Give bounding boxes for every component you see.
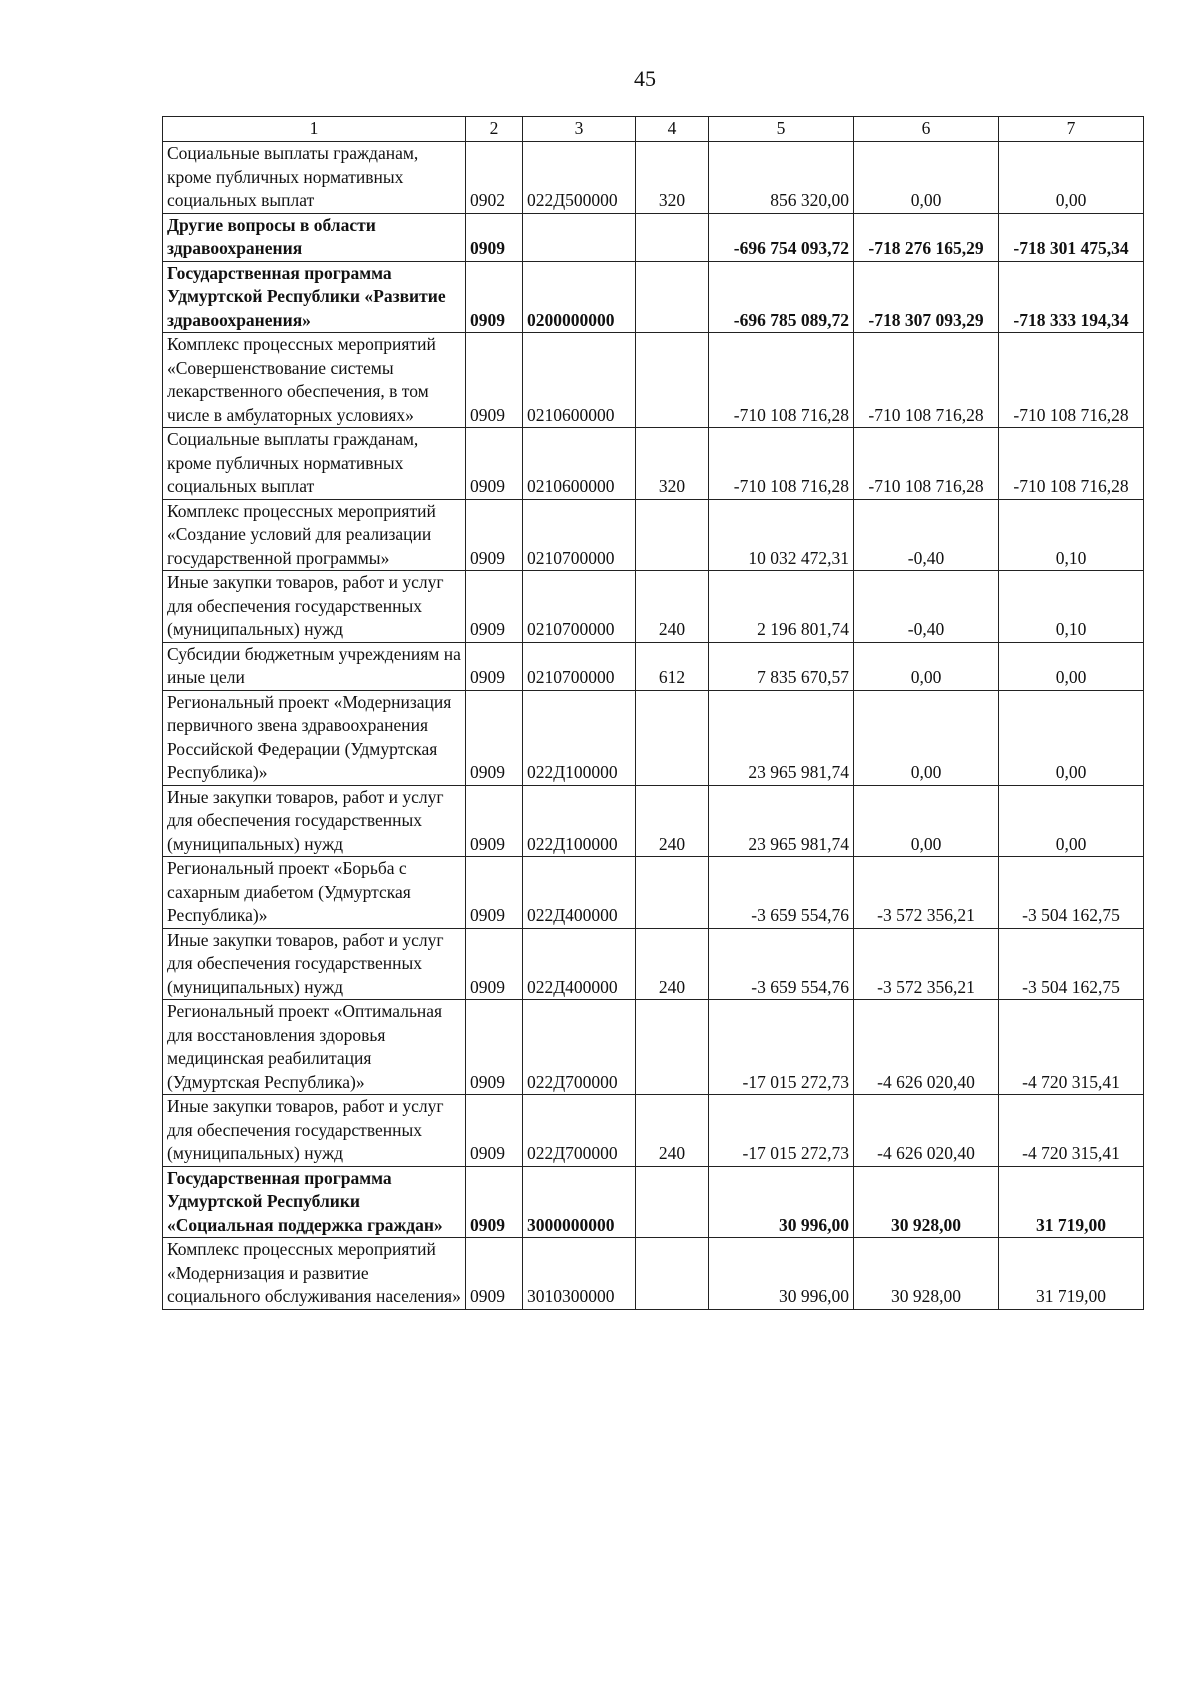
section-code-cell: 0909 bbox=[466, 1095, 523, 1167]
amount-col6-cell: -710 108 716,28 bbox=[854, 428, 999, 500]
amount-col6-cell: -718 307 093,29 bbox=[854, 261, 999, 333]
target-article-cell: 022Д400000 bbox=[523, 928, 636, 1000]
expense-type-cell bbox=[636, 333, 709, 428]
header-row bbox=[163, 117, 1144, 142]
amount-col5-cell: 10 032 472,31 bbox=[709, 499, 854, 571]
table-row bbox=[163, 428, 1144, 500]
amount-col6-cell: -4 626 020,40 bbox=[854, 1095, 999, 1167]
row-name-cell: Государственная программа Удмуртской Республики «Развитие здравоохранения» bbox=[163, 261, 466, 333]
target-article-cell: 022Д700000 bbox=[523, 1000, 636, 1095]
budget-table bbox=[162, 116, 1144, 1310]
header-cell-4: 4 bbox=[636, 117, 709, 142]
header-cell-1: 1 bbox=[163, 117, 466, 142]
header-cell-7: 7 bbox=[999, 117, 1144, 142]
amount-col6-cell: 0,00 bbox=[854, 690, 999, 785]
section-code-cell: 0909 bbox=[466, 333, 523, 428]
expense-type-cell bbox=[636, 690, 709, 785]
header-cell-2: 2 bbox=[466, 117, 523, 142]
amount-col7-cell: -4 720 315,41 bbox=[999, 1000, 1144, 1095]
target-article-cell: 0210600000 bbox=[523, 428, 636, 500]
amount-col7-cell: -710 108 716,28 bbox=[999, 333, 1144, 428]
amount-col6-cell: -710 108 716,28 bbox=[854, 333, 999, 428]
amount-col5-cell: 7 835 670,57 bbox=[709, 642, 854, 690]
row-name-cell: Комплекс процессных мероприятий «Совершенствование системы лекарственного обеспечения, в том числе в амбулаторных условиях» bbox=[163, 333, 466, 428]
amount-col5-cell: -696 754 093,72 bbox=[709, 213, 854, 261]
row-name-cell: Субсидии бюджетным учреждениям на иные цели bbox=[163, 642, 466, 690]
target-article-cell: 0210700000 bbox=[523, 642, 636, 690]
section-code-cell: 0909 bbox=[466, 642, 523, 690]
header-cell-6: 6 bbox=[854, 117, 999, 142]
table-row bbox=[163, 857, 1144, 929]
target-article-cell: 0210600000 bbox=[523, 333, 636, 428]
section-code-cell: 0909 bbox=[466, 571, 523, 643]
amount-col5-cell: 30 996,00 bbox=[709, 1166, 854, 1238]
table-row bbox=[163, 142, 1144, 214]
amount-col7-cell: 0,00 bbox=[999, 785, 1144, 857]
row-name-cell: Комплекс процессных мероприятий «Модернизация и развитие социального обслуживания населения» bbox=[163, 1238, 466, 1310]
amount-col5-cell: 856 320,00 bbox=[709, 142, 854, 214]
expense-type-cell bbox=[636, 261, 709, 333]
amount-col7-cell: 0,00 bbox=[999, 142, 1144, 214]
section-code-cell: 0909 bbox=[466, 1166, 523, 1238]
table-row bbox=[163, 571, 1144, 643]
amount-col7-cell: 0,00 bbox=[999, 690, 1144, 785]
target-article-cell: 022Д400000 bbox=[523, 857, 636, 929]
amount-col7-cell: -3 504 162,75 bbox=[999, 857, 1144, 929]
amount-col5-cell: -3 659 554,76 bbox=[709, 857, 854, 929]
table-row bbox=[163, 213, 1144, 261]
row-name-cell: Комплекс процессных мероприятий «Создание условий для реализации государственной программы» bbox=[163, 499, 466, 571]
amount-col5-cell: 2 196 801,74 bbox=[709, 571, 854, 643]
expense-type-cell: 320 bbox=[636, 142, 709, 214]
section-code-cell: 0909 bbox=[466, 785, 523, 857]
amount-col7-cell: -718 301 475,34 bbox=[999, 213, 1144, 261]
row-name-cell: Социальные выплаты гражданам, кроме публичных нормативных социальных выплат bbox=[163, 428, 466, 500]
expense-type-cell: 612 bbox=[636, 642, 709, 690]
target-article-cell bbox=[523, 213, 636, 261]
amount-col6-cell: -718 276 165,29 bbox=[854, 213, 999, 261]
table-row bbox=[163, 333, 1144, 428]
expense-type-cell: 240 bbox=[636, 785, 709, 857]
amount-col5-cell: -710 108 716,28 bbox=[709, 333, 854, 428]
amount-col7-cell: 0,00 bbox=[999, 642, 1144, 690]
expense-type-cell bbox=[636, 857, 709, 929]
table-row bbox=[163, 1000, 1144, 1095]
row-name-cell: Региональный проект «Модернизация первичного звена здравоохранения Российской Федерации (Удмуртская Республика)» bbox=[163, 690, 466, 785]
table-row bbox=[163, 261, 1144, 333]
expense-type-cell bbox=[636, 213, 709, 261]
section-code-cell: 0909 bbox=[466, 499, 523, 571]
section-code-cell: 0902 bbox=[466, 142, 523, 214]
target-article-cell: 022Д100000 bbox=[523, 690, 636, 785]
amount-col6-cell: 0,00 bbox=[854, 642, 999, 690]
target-article-cell: 0210700000 bbox=[523, 499, 636, 571]
amount-col6-cell: -3 572 356,21 bbox=[854, 928, 999, 1000]
section-code-cell: 0909 bbox=[466, 261, 523, 333]
amount-col6-cell: -4 626 020,40 bbox=[854, 1000, 999, 1095]
target-article-cell: 0200000000 bbox=[523, 261, 636, 333]
target-article-cell: 022Д700000 bbox=[523, 1095, 636, 1167]
section-code-cell: 0909 bbox=[466, 928, 523, 1000]
header-cell-5: 5 bbox=[709, 117, 854, 142]
target-article-cell: 022Д500000 bbox=[523, 142, 636, 214]
target-article-cell: 3000000000 bbox=[523, 1166, 636, 1238]
row-name-cell: Иные закупки товаров, работ и услуг для обеспечения государственных (муниципальных) нужд bbox=[163, 785, 466, 857]
expense-type-cell: 240 bbox=[636, 571, 709, 643]
table-row bbox=[163, 1166, 1144, 1238]
amount-col6-cell: -0,40 bbox=[854, 571, 999, 643]
amount-col6-cell: 30 928,00 bbox=[854, 1238, 999, 1310]
amount-col7-cell: 31 719,00 bbox=[999, 1166, 1144, 1238]
amount-col5-cell: -17 015 272,73 bbox=[709, 1095, 854, 1167]
row-name-cell: Иные закупки товаров, работ и услуг для обеспечения государственных (муниципальных) нужд bbox=[163, 1095, 466, 1167]
table-row bbox=[163, 1238, 1144, 1310]
amount-col7-cell: 31 719,00 bbox=[999, 1238, 1144, 1310]
expense-type-cell: 240 bbox=[636, 1095, 709, 1167]
amount-col5-cell: -3 659 554,76 bbox=[709, 928, 854, 1000]
section-code-cell: 0909 bbox=[466, 1238, 523, 1310]
amount-col6-cell: -0,40 bbox=[854, 499, 999, 571]
amount-col5-cell: -710 108 716,28 bbox=[709, 428, 854, 500]
section-code-cell: 0909 bbox=[466, 857, 523, 929]
section-code-cell: 0909 bbox=[466, 213, 523, 261]
expense-type-cell bbox=[636, 1166, 709, 1238]
expense-type-cell bbox=[636, 499, 709, 571]
table-row bbox=[163, 499, 1144, 571]
table-row bbox=[163, 642, 1144, 690]
table-row bbox=[163, 785, 1144, 857]
row-name-cell: Государственная программа Удмуртской Республики «Социальная поддержка граждан» bbox=[163, 1166, 466, 1238]
target-article-cell: 0210700000 bbox=[523, 571, 636, 643]
header-cell-3: 3 bbox=[523, 117, 636, 142]
amount-col5-cell: -17 015 272,73 bbox=[709, 1000, 854, 1095]
row-name-cell: Иные закупки товаров, работ и услуг для обеспечения государственных (муниципальных) нужд bbox=[163, 928, 466, 1000]
amount-col6-cell: 30 928,00 bbox=[854, 1166, 999, 1238]
amount-col7-cell: -4 720 315,41 bbox=[999, 1095, 1144, 1167]
row-name-cell: Иные закупки товаров, работ и услуг для обеспечения государственных (муниципальных) нужд bbox=[163, 571, 466, 643]
expense-type-cell: 240 bbox=[636, 928, 709, 1000]
expense-type-cell bbox=[636, 1238, 709, 1310]
expense-type-cell: 320 bbox=[636, 428, 709, 500]
amount-col5-cell: 23 965 981,74 bbox=[709, 785, 854, 857]
row-name-cell: Региональный проект «Оптимальная для восстановления здоровья медицинская реабилитация (Удмуртская Республика)» bbox=[163, 1000, 466, 1095]
section-code-cell: 0909 bbox=[466, 690, 523, 785]
amount-col6-cell: -3 572 356,21 bbox=[854, 857, 999, 929]
amount-col6-cell: 0,00 bbox=[854, 785, 999, 857]
expense-type-cell bbox=[636, 1000, 709, 1095]
row-name-cell: Другие вопросы в области здравоохранения bbox=[163, 213, 466, 261]
amount-col7-cell: 0,10 bbox=[999, 499, 1144, 571]
amount-col7-cell: -718 333 194,34 bbox=[999, 261, 1144, 333]
target-article-cell: 3010300000 bbox=[523, 1238, 636, 1310]
amount-col6-cell: 0,00 bbox=[854, 142, 999, 214]
amount-col5-cell: 30 996,00 bbox=[709, 1238, 854, 1310]
target-article-cell: 022Д100000 bbox=[523, 785, 636, 857]
budget-table-body bbox=[163, 142, 1144, 1310]
amount-col7-cell: -3 504 162,75 bbox=[999, 928, 1144, 1000]
table-row bbox=[163, 690, 1144, 785]
row-name-cell: Региональный проект «Борьба с сахарным диабетом (Удмуртская Республика)» bbox=[163, 857, 466, 929]
amount-col7-cell: 0,10 bbox=[999, 571, 1144, 643]
table-row bbox=[163, 928, 1144, 1000]
section-code-cell: 0909 bbox=[466, 428, 523, 500]
amount-col7-cell: -710 108 716,28 bbox=[999, 428, 1144, 500]
amount-col5-cell: 23 965 981,74 bbox=[709, 690, 854, 785]
section-code-cell: 0909 bbox=[466, 1000, 523, 1095]
amount-col5-cell: -696 785 089,72 bbox=[709, 261, 854, 333]
table-row bbox=[163, 1095, 1144, 1167]
row-name-cell: Социальные выплаты гражданам, кроме публичных нормативных социальных выплат bbox=[163, 142, 466, 214]
page-number: 45 bbox=[634, 66, 656, 91]
